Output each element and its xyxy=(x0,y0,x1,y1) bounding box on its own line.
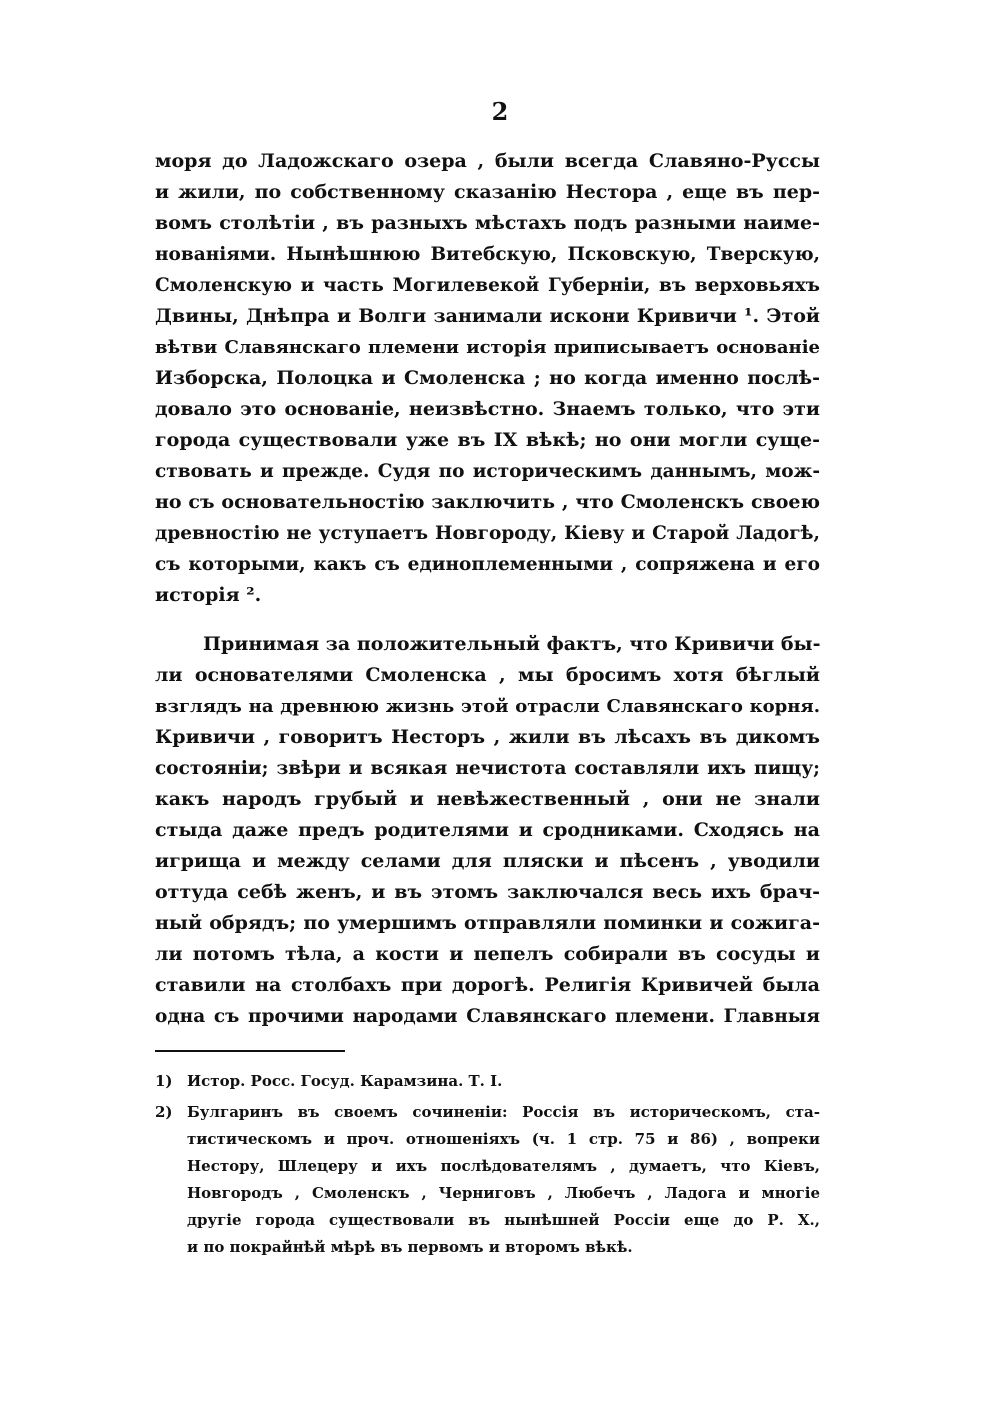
text-line: ствовать и прежде. Судя по историческимъ даннымъ, мож- xyxy=(155,461,820,482)
footnote-line: Нестору, Шлецеру и ихъ послѣдователямъ , думаетъ, что Кіевъ, xyxy=(187,1157,820,1175)
footnote-line: Новгородъ , Смоленскъ , Черниговъ , Любечъ , Ладога и многіе xyxy=(187,1184,820,1202)
page-number: 2 xyxy=(491,97,509,126)
text-line: ный обрядъ; по умершимъ отправляли поминки и сожига- xyxy=(155,912,820,934)
text-line: Смоленскую и часть Могилевекой Губерніи, въ верховьяхъ xyxy=(155,275,820,296)
footnote-line: Булгаринъ въ своемъ сочиненіи: Россія въ историческомъ, ста- xyxy=(187,1103,820,1121)
footnote-2 xyxy=(155,1099,820,1261)
body-text xyxy=(155,146,820,1032)
text-line: состояніи; звѣри и всякая нечистота составляли ихъ пищу; xyxy=(155,758,820,779)
text-line: города существовали уже въ IX вѣкѣ; но они могли суще- xyxy=(155,429,820,451)
footnote-line: и по покрайнѣй мѣрѣ въ первомъ и второмъ вѣкѣ. xyxy=(187,1238,633,1256)
footnote-line: Истор. Росс. Госуд. Карамзина. Т. I. xyxy=(187,1072,503,1090)
text-line: одна съ прочими народами Славянскаго племени. Главныя xyxy=(155,1006,820,1027)
footnote-divider xyxy=(155,1050,345,1052)
text-line: взглядъ на древнюю жизнь этой отрасли Славянскаго корня. xyxy=(155,696,820,717)
text-line: ли потомъ тѣла, а кости и пепелъ собирали въ сосуды и xyxy=(155,943,820,965)
text-line: Кривичи , говоритъ Несторъ , жили въ лѣсахъ въ дикомъ xyxy=(155,726,820,748)
text-line: игрища и между селами для пляски и пѣсенъ , уводили xyxy=(155,850,820,872)
text-line: и жили, по собственному сказанію Нестора , еще въ пер- xyxy=(155,181,820,203)
text-line: Принимая за положительный фактъ, что Кривичи бы- xyxy=(203,633,820,655)
text-line: оттуда себѣ женъ, и въ этомъ заключался весь ихъ брач- xyxy=(155,881,820,903)
footnotes xyxy=(155,1068,820,1261)
text-line: ставили на столбахъ при дорогѣ. Религія Кривичей была xyxy=(155,974,820,996)
footnote-line: другіе города существовали въ нынѣшней Россіи еще до Р. Х., xyxy=(187,1211,820,1229)
footnote-1 xyxy=(155,1068,820,1095)
text-line: вѣтви Славянскаго племени исторія приписываетъ основаніе xyxy=(155,337,820,358)
text-line: довало это основаніе, неизвѣстно. Знаемъ только, что эти xyxy=(155,398,820,420)
text-line: Двины, Днѣпра и Волги занимали искони Кривичи ¹. Этой xyxy=(155,305,820,327)
text-line: но съ основательностію заключить , что Смоленскъ своею xyxy=(155,491,820,513)
text-line: съ которыми, какъ съ единоплеменными , сопряжена и его xyxy=(155,554,820,575)
text-line: нованіями. Нынѣшнюю Витебскую, Псковскую, Тверскую, xyxy=(155,244,820,265)
text-line: какъ народъ грубый и невѣжественный , они не знали xyxy=(155,788,820,810)
text-line: исторія ². xyxy=(155,584,262,606)
text-line: Изборска, Полоцка и Смоленска ; но когда именно послѣ- xyxy=(155,367,820,389)
footnote-line: тистическомъ и проч. отношеніяхъ (ч. 1 стр. 75 и 86) , вопреки xyxy=(187,1130,820,1148)
paragraph-1 xyxy=(155,146,820,611)
paragraph-2 xyxy=(155,629,820,1032)
text-line: стыда даже предъ родителями и сродниками. Сходясь на xyxy=(155,819,820,841)
text-line: древностію не уступаетъ Новгороду, Кіеву и Старой Ладогѣ, xyxy=(155,523,820,544)
text-line: вомъ столѣтіи , въ разныхъ мѣстахъ подъ разными наиме- xyxy=(155,212,820,234)
footnote-number: 2) xyxy=(155,1103,173,1121)
text-line: ли основателями Смоленска , мы бросимъ хотя бѣглый xyxy=(155,664,820,686)
text-line: моря до Ладожскаго озера , были всегда Славяно-Руссы xyxy=(155,150,820,172)
footnote-number: 1) xyxy=(155,1072,173,1090)
